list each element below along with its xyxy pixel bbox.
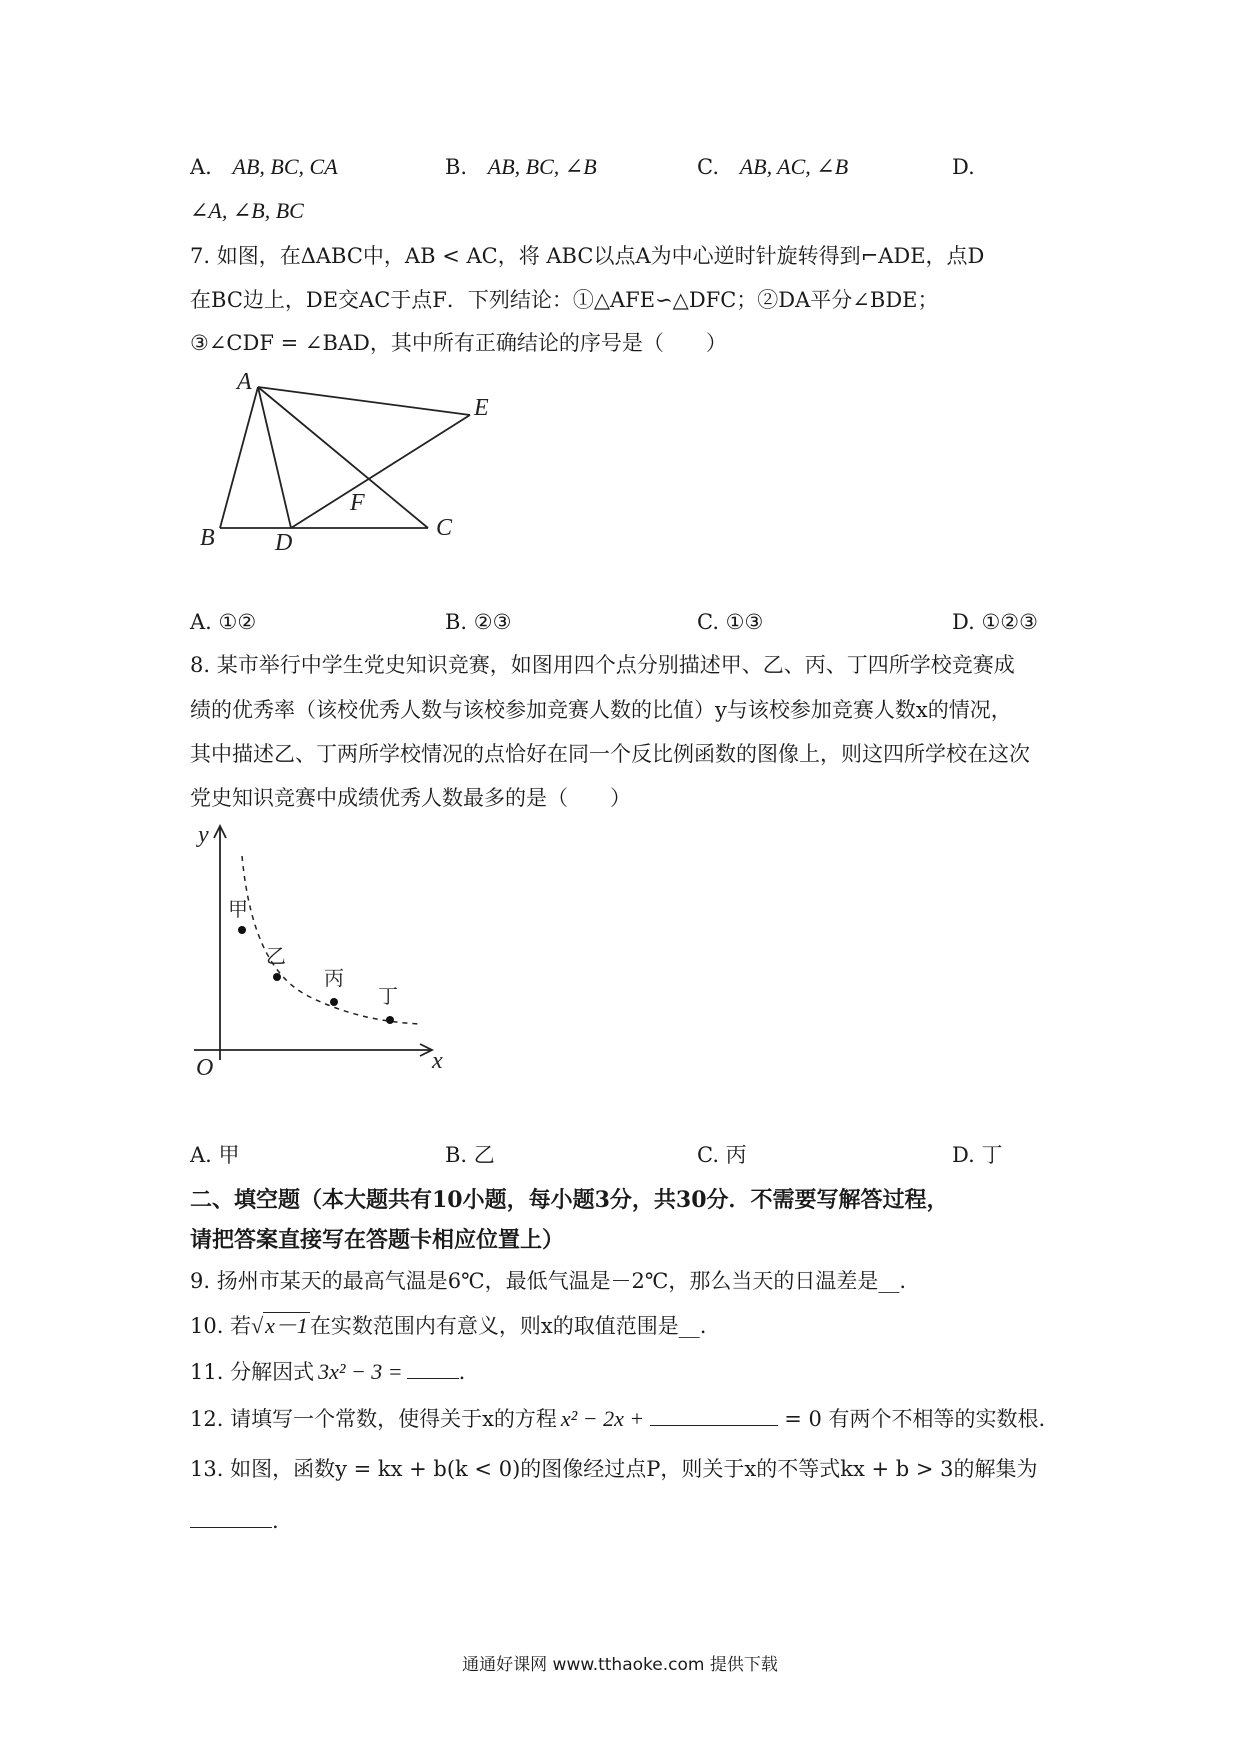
option-label: C. — [697, 155, 719, 179]
q10-text — [190, 1311, 706, 1341]
option-text: AB, BC, ∠B — [487, 154, 597, 179]
label-ding: 丁 — [378, 986, 398, 1008]
q10-prefix: 10. 若 — [190, 1314, 252, 1338]
segment-de — [291, 415, 470, 528]
q12-expression: x² − 2x + — [560, 1406, 645, 1431]
q6-option-d-text: ∠A, ∠B, BC — [190, 198, 304, 223]
q8-option-a: A. 甲 — [190, 1143, 240, 1167]
segment-ae — [258, 387, 470, 415]
q8-line-4: 党史知识竞赛中成绩优秀人数最多的是（ ） — [190, 786, 631, 810]
q7-option-d: D. ①②③ — [952, 610, 1038, 634]
q8-line-3: 其中描述乙、丁两所学校情况的点恰好在同一个反比例函数的图像上，则这四所学校在这次 — [190, 742, 1030, 766]
section-heading-line-2: 请把答案直接写在答题卡相应位置上） — [190, 1227, 565, 1253]
vertex-c-label: C — [436, 515, 453, 541]
option-label: B. — [445, 155, 468, 179]
q13-line-2 — [190, 1505, 279, 1536]
q13-answer-blank[interactable] — [190, 1505, 272, 1528]
q6-option-a — [190, 152, 338, 182]
point-f-label: F — [350, 490, 365, 516]
vertex-b-label: B — [200, 525, 215, 551]
q6-option-b — [445, 152, 597, 182]
option-label: A. — [190, 155, 212, 179]
label-bing: 丙 — [324, 968, 344, 990]
q8-line-1: 8. 某市举行中学生党史知识竞赛，如图用四个点分别描述甲、乙、丙、丁四所学校竞赛成 — [190, 653, 1015, 677]
q7-option-c: C. ①③ — [697, 610, 764, 634]
q7-line-3: ③∠CDF = ∠BAD，其中所有正确结论的序号是（ ） — [190, 331, 727, 355]
q7-triangle-figure — [180, 370, 530, 560]
q11-prefix: 11. 分解因式 — [190, 1360, 315, 1384]
q8-option-c: C. 丙 — [697, 1143, 747, 1167]
q6-option-d-label — [952, 152, 975, 182]
q11-end: . — [458, 1360, 466, 1384]
origin-label: O — [196, 1055, 214, 1080]
q7-line-1: 7. 如图，在ΔABC中，AB < AC，将 ABC以点A为中心逆时针旋转得到⌐ADE，点D — [190, 244, 985, 268]
option-text: AB, BC, CA — [232, 154, 338, 179]
q12-prefix: 12. 请填写一个常数，使得关于x的方程 — [190, 1407, 557, 1431]
section-heading-line-1: 二、填空题（本大题共有10小题，每小题3分，共30分．不需要写解答过程， — [190, 1187, 949, 1213]
point-yi — [273, 973, 281, 981]
q9-text: 9. 扬州市某天的最高气温是6℃，最低气温是－2℃，那么当天的日温差是__. — [190, 1269, 907, 1293]
vertex-a-label: A — [237, 370, 252, 395]
q11-answer-blank[interactable] — [407, 1356, 459, 1379]
q11-text — [190, 1356, 465, 1387]
vertex-e-label: E — [474, 395, 489, 421]
x-axis-label: x — [432, 1048, 443, 1074]
q7-option-b: B. ②③ — [445, 610, 512, 634]
q7-option-a: A. ①② — [190, 610, 257, 634]
q8-line-2: 绩的优秀率（该校优秀人数与该校参加竞赛人数的比值）y与该校参加竞赛人数x的情况， — [190, 698, 1012, 722]
point-bing — [330, 998, 338, 1006]
option-label: D. — [952, 155, 975, 179]
y-axis-label: y — [198, 822, 209, 848]
point-ding — [386, 1016, 394, 1024]
sqrt-sign: √ — [251, 1313, 264, 1338]
q7-line-2: 在BC边上，DE交AC于点F．下列结论：①△AFE∽△DFC；②DA平分∠BDE； — [190, 288, 939, 312]
vertex-d-label: D — [275, 530, 293, 556]
segment-ab — [220, 387, 258, 528]
page-footer: 通通好课网 www.tthaoke.com 提供下载 — [462, 1655, 778, 1675]
q8-scatter-figure — [180, 810, 470, 1080]
label-yi: 乙 — [266, 946, 286, 968]
q10-suffix: 在实数范围内有意义，则x的取值范围是__. — [309, 1314, 707, 1338]
point-jia — [238, 926, 246, 934]
q8-option-d: D. 丁 — [952, 1143, 1003, 1167]
label-jia: 甲 — [228, 899, 248, 921]
q13-line-1: 13. 如图，函数y = kx + b(k < 0)的图像经过点P，则关于x的不等式kx + b > 3的解集为 — [190, 1457, 1038, 1481]
q12-text — [190, 1403, 1045, 1434]
q8-option-b: B. 乙 — [445, 1143, 495, 1167]
option-text: AB, AC, ∠B — [739, 154, 849, 179]
q11-expression: 3x² − 3 = — [318, 1359, 403, 1384]
q13-end: . — [272, 1509, 279, 1533]
sqrt-expression — [251, 1312, 310, 1338]
sqrt-radicand: x－1 — [265, 1313, 308, 1338]
q12-answer-blank[interactable] — [650, 1403, 778, 1426]
segment-ad — [258, 387, 291, 528]
q6-option-c — [697, 152, 848, 182]
q12-suffix: = 0 有两个不相等的实数根. — [784, 1407, 1046, 1431]
